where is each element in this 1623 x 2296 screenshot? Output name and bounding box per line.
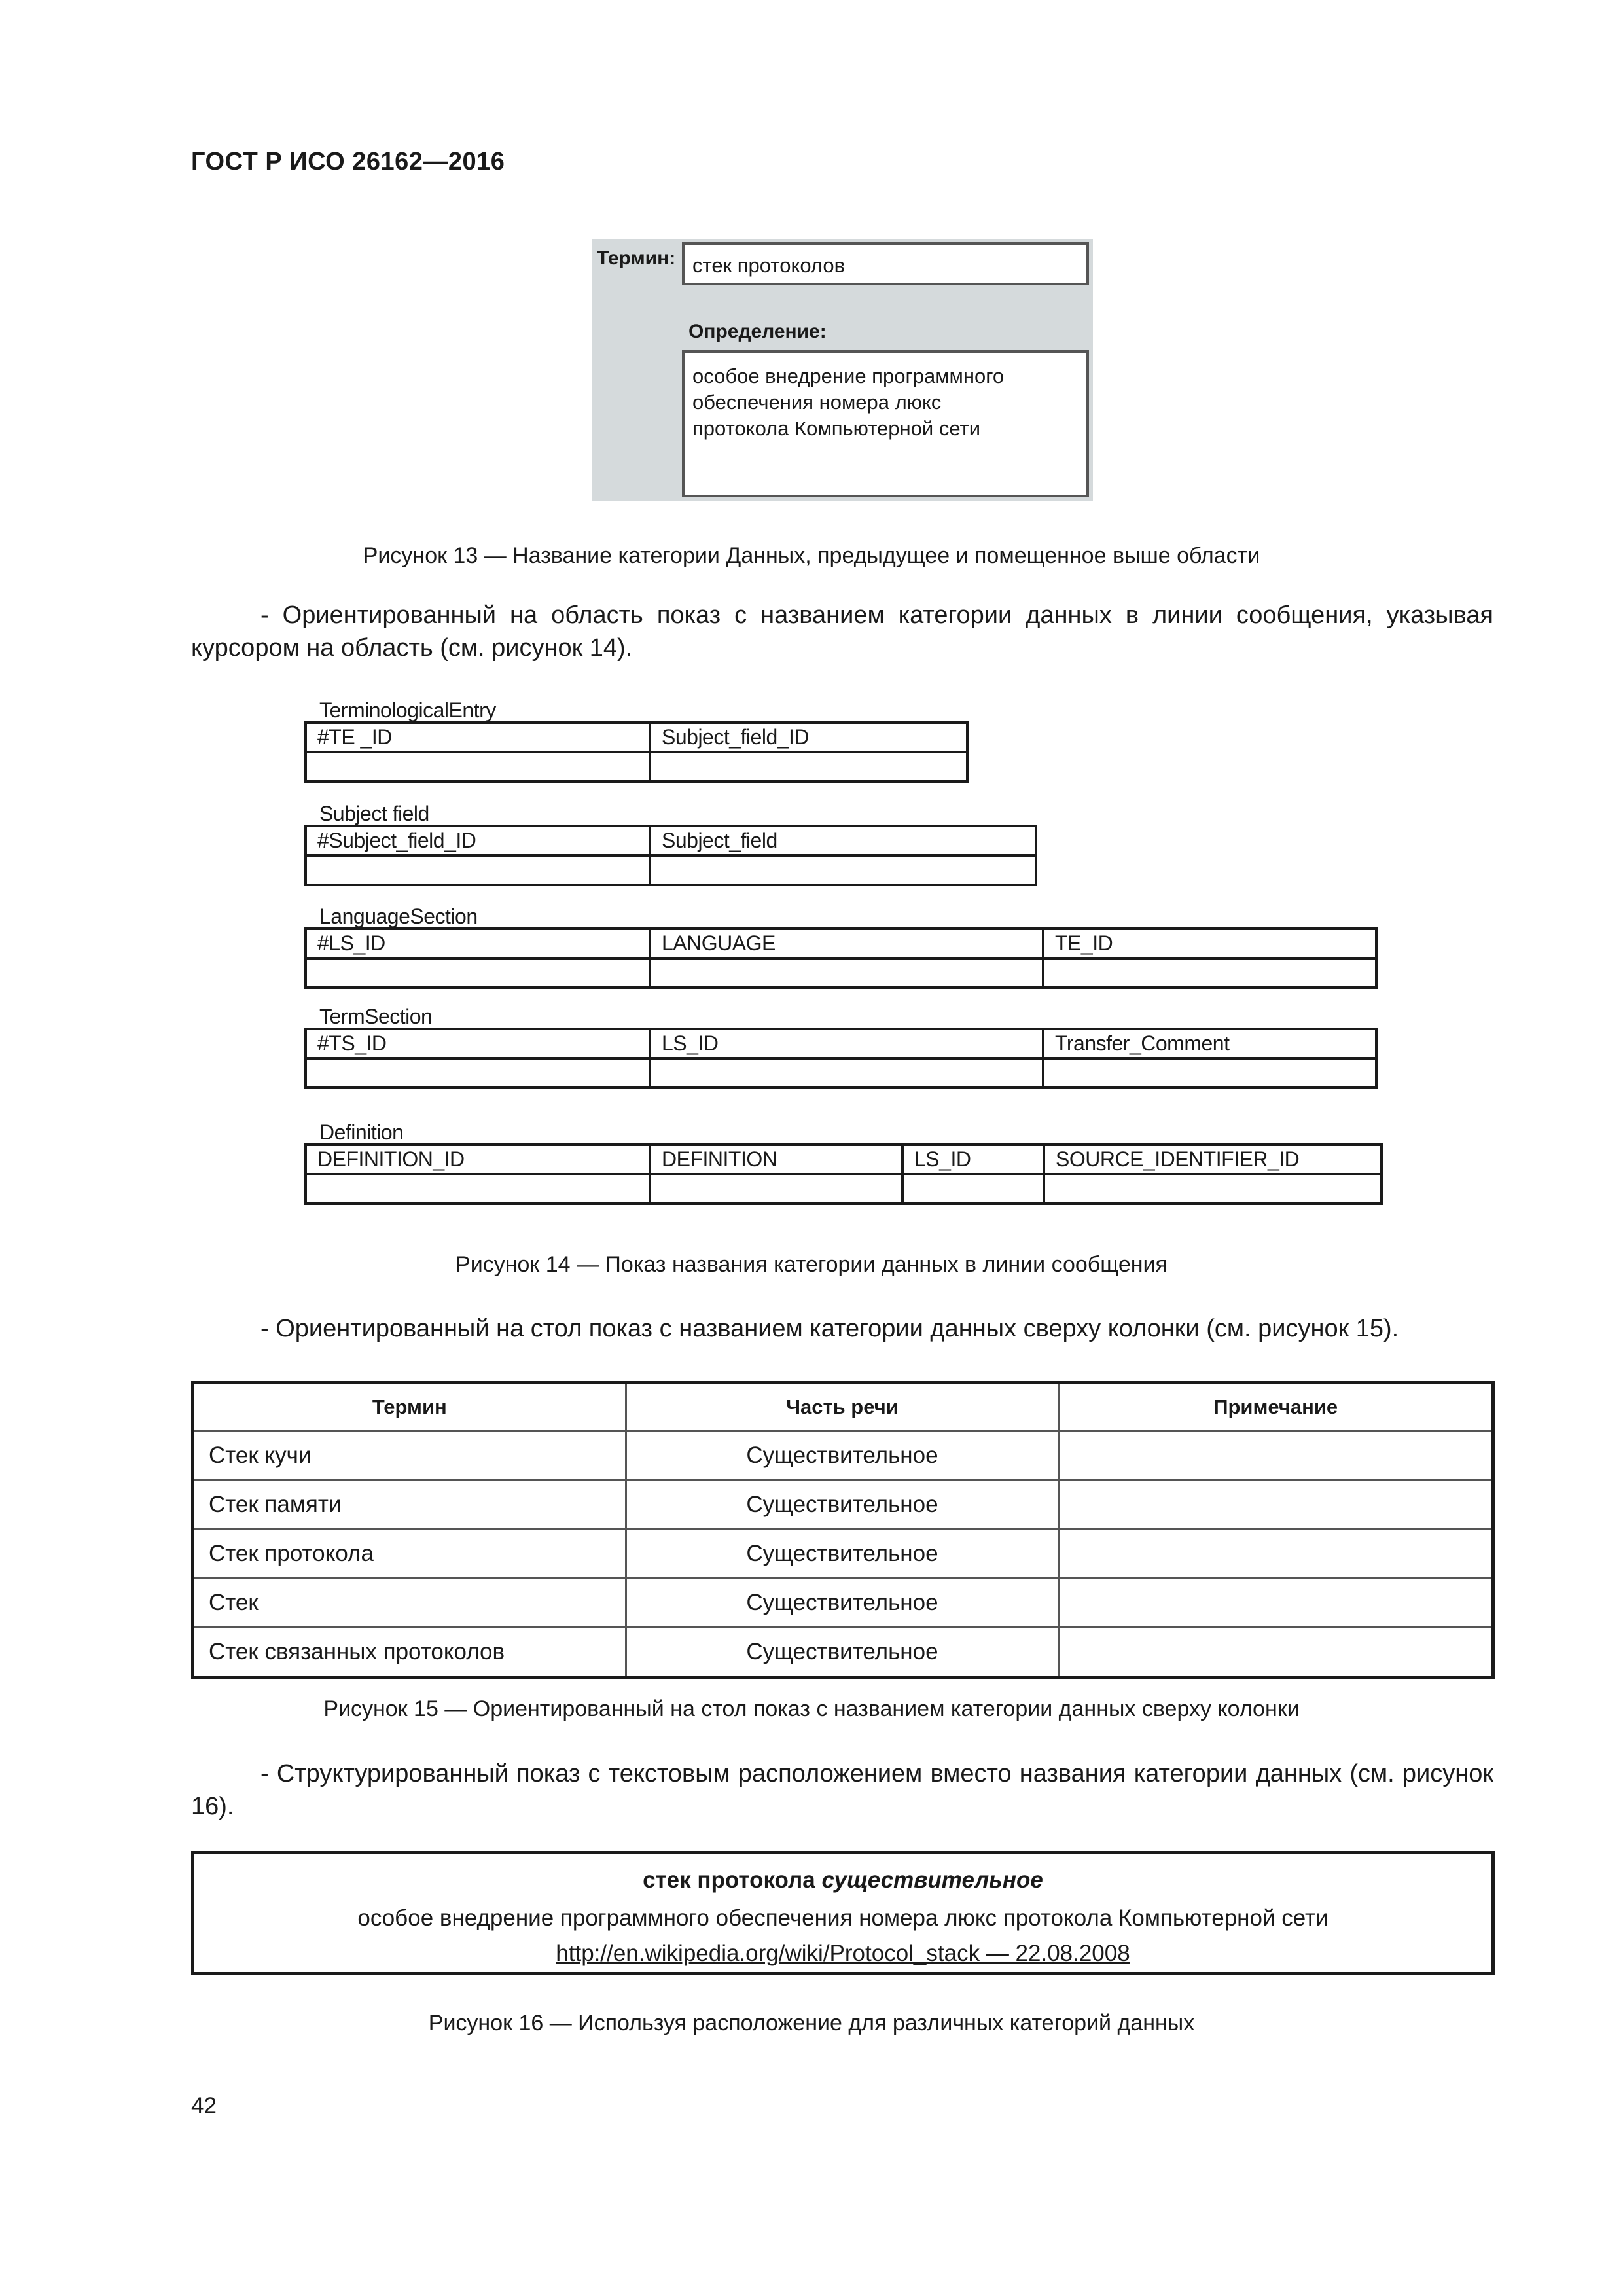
schema-column-header: #LS_ID <box>306 929 650 958</box>
schema-table-title: TerminologicalEntry <box>319 698 496 722</box>
document-header: ГОСТ Р ИСО 26162—2016 <box>191 148 505 175</box>
schema-column-header: LS_ID <box>902 1145 1044 1174</box>
pos-cell: Существительное <box>626 1431 1059 1480</box>
table-row <box>193 1579 1493 1628</box>
pos-cell: Существительное <box>626 1628 1059 1677</box>
page-number: 42 <box>191 2093 217 2119</box>
entry-part-of-speech: существительное <box>821 1867 1043 1893</box>
schema-column-header: #TS_ID <box>306 1029 650 1058</box>
term-cell: Стек кучи <box>193 1431 626 1480</box>
entry-source-link[interactable]: http://en.wikipedia.org/wiki/Protocol_stack — 22.08.2008 <box>556 1941 1130 1966</box>
schema-column-header: DEFINITION <box>650 1145 902 1174</box>
column-header-note: Примечание <box>1059 1383 1493 1431</box>
schema-column-header: LANGUAGE <box>650 929 1043 958</box>
note-cell <box>1059 1431 1493 1480</box>
figure-15-table <box>191 1381 1495 1679</box>
figure-14-caption: Рисунок 14 — Показ названия категории данных в линии сообщения <box>455 1252 1168 1277</box>
definition-line: обеспечения номера люкс <box>692 391 942 414</box>
schema-column-header: LS_ID <box>650 1029 1043 1058</box>
entry-term: стек протокола <box>643 1867 815 1893</box>
schema-table-language-section <box>304 927 1378 989</box>
term-cell: Стек протокола <box>193 1530 626 1579</box>
note-cell <box>1059 1480 1493 1530</box>
term-cell: Стек связанных протоколов <box>193 1628 626 1677</box>
schema-column-header: #Subject_field_ID <box>306 826 650 855</box>
note-cell <box>1059 1579 1493 1628</box>
table-row <box>193 1431 1493 1480</box>
schema-table-subject-field <box>304 825 1037 886</box>
figure-16-caption: Рисунок 16 — Используя расположение для различных категорий данных <box>428 2011 1195 2036</box>
note-cell <box>1059 1628 1493 1677</box>
term-field: стек протоколов <box>682 242 1089 285</box>
table-header-row <box>193 1383 1493 1431</box>
pos-cell: Существительное <box>626 1480 1059 1530</box>
figure-15-caption: Рисунок 15 — Ориентированный на стол показ с названием категории данных сверху колонки <box>323 1696 1300 1721</box>
schema-table-title: Subject field <box>319 802 429 825</box>
schema-column-header: #TE _ID <box>306 723 650 752</box>
schema-table-title: TermSection <box>319 1005 433 1028</box>
schema-column-header: TE_ID <box>1043 929 1376 958</box>
definition-field <box>682 350 1089 497</box>
definition-line: особое внедрение программного <box>692 365 1005 387</box>
definition-label: Определение: <box>688 321 827 342</box>
table-row <box>193 1530 1493 1579</box>
table-row <box>193 1480 1493 1530</box>
figure-13-caption: Рисунок 13 — Название категории Данных, предыдущее и помещенное выше области <box>363 543 1260 568</box>
schema-column-header: Transfer_Comment <box>1043 1029 1376 1058</box>
schema-table-title: LanguageSection <box>319 905 478 928</box>
schema-column-header: SOURCE_IDENTIFIER_ID <box>1044 1145 1382 1174</box>
paragraph-3: - Структурированный показ с текстовым расположением вместо названия категории данных (см. рисунок 16). <box>191 1760 1493 1820</box>
column-header-term: Термин <box>193 1383 626 1431</box>
column-header-part-of-speech: Часть речи <box>626 1383 1059 1431</box>
paragraph-1: - Ориентированный на область показ с названием категории данных в линии сообщения, указывая курсором на область (см. рисунок 14). <box>191 601 1493 662</box>
entry-definition: особое внедрение программного обеспечения номера люкс протокола Компьютерной сети <box>357 1905 1329 1931</box>
schema-table-title: Definition <box>319 1121 404 1144</box>
schema-column-header: Subject_field_ID <box>650 723 967 752</box>
schema-table-definition <box>304 1143 1383 1205</box>
note-cell <box>1059 1530 1493 1579</box>
term-label: Термин: <box>597 247 676 269</box>
pos-cell: Существительное <box>626 1530 1059 1579</box>
schema-column-header: DEFINITION_ID <box>306 1145 650 1174</box>
term-cell: Стек <box>193 1579 626 1628</box>
paragraph-2: - Ориентированный на стол показ с названием категории данных сверху колонки (см. рисунок 15). <box>260 1315 1399 1342</box>
schema-table-terminological-entry <box>304 721 969 783</box>
schema-column-header: Subject_field <box>650 826 1036 855</box>
pos-cell: Существительное <box>626 1579 1059 1628</box>
entry-heading <box>194 1867 1491 1893</box>
definition-line: протокола Компьютерной сети <box>692 417 981 440</box>
term-cell: Стек памяти <box>193 1480 626 1530</box>
table-row <box>193 1628 1493 1677</box>
figure-16-box <box>191 1851 1495 1975</box>
schema-table-term-section <box>304 1028 1378 1089</box>
